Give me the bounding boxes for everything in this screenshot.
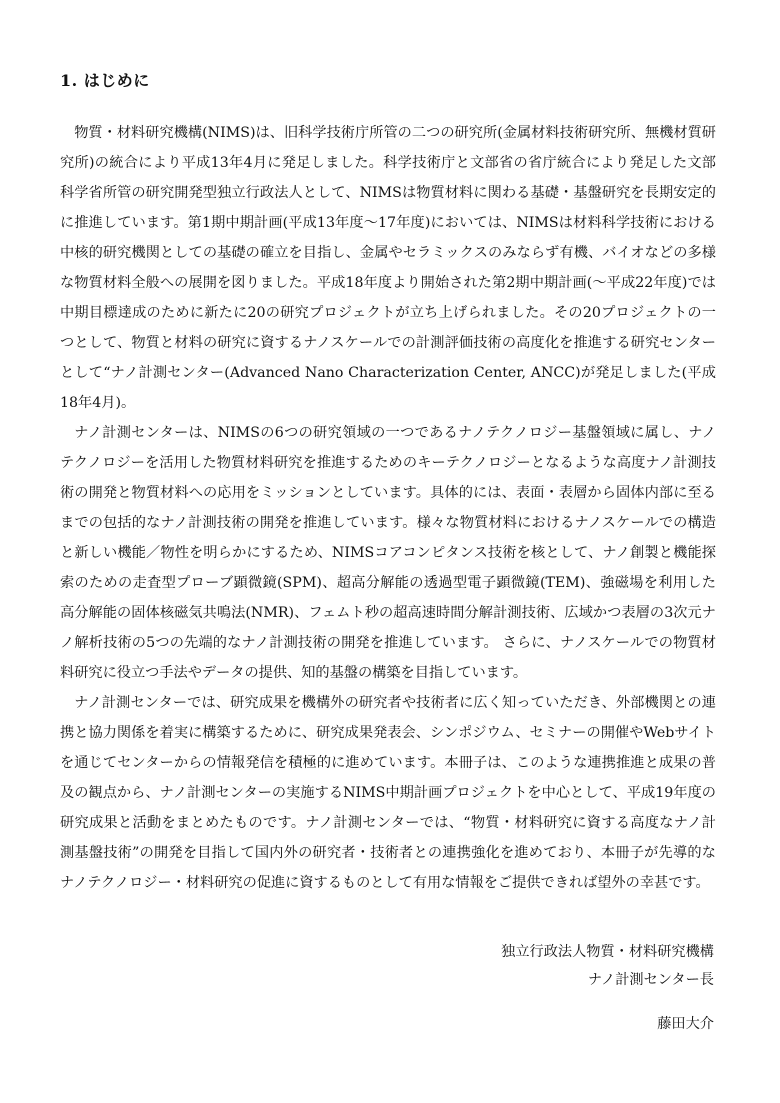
section-heading: 1. はじめに bbox=[60, 71, 150, 90]
body-text bbox=[60, 118, 716, 898]
signature-organization: 独立行政法人物質・材料研究機構 bbox=[501, 944, 714, 960]
signature-title: ナノ計測センター長 bbox=[587, 972, 714, 988]
paragraph-1: 物質・材料研究機構(NIMS)は、旧科学技術庁所管の二つの研究所(金属材料技術研究所、無機材質研究所)の統合により平成13年4月に発足しました。科学技術庁と文部省の省庁統合により発足した文部科学省所管の研究開発型独立行政法人として、NIMSは物質材料に関わる基礎・基盤研究を長期安定的に推進しています。第1期中期計画(平成13年度～17年度)においては、NIMSは材料科学技術における中核的研究機関としての基礎の確立を目指し、金属やセラミックスのみならず有機、バイオなどの多様な物質材料全般への展開を図りました。平成18年度より開始された第2期中期計画(～平成22年度)では中期目標達成のために新たに20の研究プロジェクトが立ち上げられました。その20プロジェクトの一つとして、物質と材料の研究に資するナノスケールでの計測評価技術の高度化を推進する研究センターとして“ナノ計測センター(Advanced Nano Characterization Center, ANCC)が発足しました(平成18年4月)。 bbox=[60, 125, 716, 411]
signature-block bbox=[501, 938, 714, 1038]
paragraph-2: ナノ計測センターは、NIMSの6つの研究領域の一つであるナノテクノロジー基盤領域に属し、ナノテクノロジーを活用した物質材料研究を推進するためのキーテクノロジーとなるような高度ナノ計測技術の開発と物質材料への応用をミッションとしています。具体的には、表面・表層から固体内部に至るまでの包括的なナノ計測技術の開発を推進しています。様々な物質材料におけるナノスケールでの構造と新しい機能／物性を明らかにするため、NIMSコアコンピタンス技術を核として、ナノ創製と機能探索のための走査型プローブ顕微鏡(SPM)、超高分解能の透過型電子顕微鏡(TEM)、強磁場を利用した高分解能の固体核磁気共鳴法(NMR)、フェムト秒の超高速時間分解計測技術、広域かつ表層の3次元ナノ解析技術の5つの先端的なナノ計測技術の開発を推進しています。 さらに、ナノスケールでの物質材料研究に役立つ手法やデータの提供、知的基盤の構築を目指しています。 bbox=[60, 425, 716, 681]
paragraph-3: ナノ計測センターでは、研究成果を機構外の研究者や技術者に広く知っていただき、外部機関との連携と協力関係を着実に構築するために、研究成果発表会、シンポジウム、セミナーの開催やWebサイトを通じてセンターからの情報発信を積極的に進めています。本冊子は、このような連携推進と成果の普及の観点から、ナノ計測センターの実施するNIMS中期計画プロジェクトを中心として、平成19年度の研究成果と活動をまとめたものです。ナノ計測センターでは、“物質・材料研究に資する高度なナノ計測基盤技術”の開発を目指して国内外の研究者・技術者との連携強化を進めており、本冊子が先導的なナノテクノロジー・材料研究の促進に資するものとして有用な情報をご提供できれば望外の幸甚です。 bbox=[60, 695, 716, 891]
signature-name: 藤田大介 bbox=[657, 1016, 714, 1032]
